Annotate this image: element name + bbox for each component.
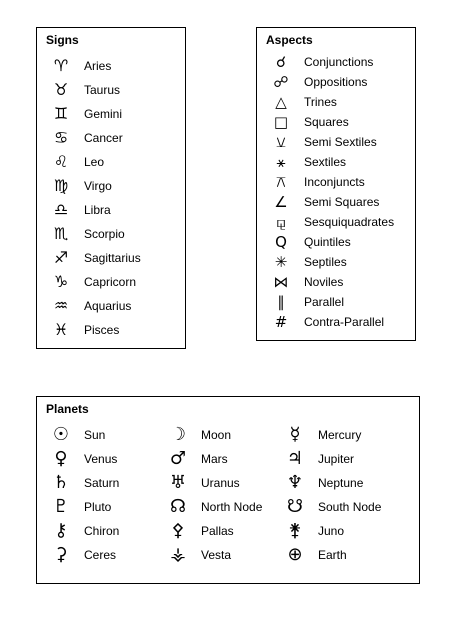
- aspect-label: Quintiles: [304, 235, 351, 249]
- moon-icon: ☽: [169, 424, 187, 445]
- planets-title: Planets: [46, 402, 89, 416]
- aspect-label: Semi Squares: [304, 195, 380, 209]
- aspect-item-parallel: [257, 292, 415, 312]
- aspect-label: Conjunctions: [304, 55, 374, 69]
- ceres-icon: ⚳: [54, 544, 68, 565]
- gemini-icon: ♊: [53, 104, 69, 123]
- planet-label: South Node: [318, 500, 382, 514]
- cancer-icon: ♋: [53, 128, 69, 147]
- planet-item-neptune: [283, 473, 403, 497]
- planet-label: Mercury: [318, 428, 362, 442]
- aspect-label: Contra-Parallel: [304, 315, 385, 329]
- aspect-item-squares: [257, 112, 415, 132]
- aspect-label: Inconjuncts: [304, 175, 365, 189]
- signs-panel: [36, 27, 186, 349]
- planet-label: Earth: [318, 548, 347, 562]
- planet-item-moon: [166, 425, 286, 449]
- planet-label: Vesta: [201, 548, 232, 562]
- planet-item-earth: [283, 545, 403, 569]
- planet-item-sun: [49, 425, 169, 449]
- planet-item-south-node: [283, 497, 403, 521]
- planet-label: Sun: [84, 428, 106, 442]
- planet-label: Pallas: [201, 524, 234, 538]
- jupiter-icon: ♃: [286, 448, 304, 469]
- taurus-icon: ♉: [53, 80, 69, 99]
- parallel-icon: ∥: [277, 293, 285, 311]
- planet-label: Juno: [318, 524, 345, 538]
- aspect-label: Oppositions: [304, 75, 368, 89]
- south-node-icon: ☋: [287, 496, 303, 517]
- planet-label: Ceres: [84, 548, 117, 562]
- aspect-label: Sextiles: [304, 155, 347, 169]
- aspect-item-semi-squares: [257, 192, 415, 212]
- planets-column: [49, 425, 169, 569]
- planet-item-pluto: [49, 497, 169, 521]
- aspect-item-septiles: [257, 252, 415, 272]
- planet-item-saturn: [49, 473, 169, 497]
- capricorn-icon: ♑: [53, 272, 69, 291]
- planet-label: Jupiter: [318, 452, 355, 466]
- planet-item-ceres: [49, 545, 169, 569]
- planet-label: Moon: [201, 428, 232, 442]
- aspect-item-contra-parallel: [257, 312, 415, 332]
- earth-icon: ⊕: [287, 544, 303, 565]
- sign-label: Cancer: [84, 131, 123, 145]
- planet-item-mars: [166, 449, 286, 473]
- planet-label: North Node: [201, 500, 263, 514]
- planet-item-vesta: [166, 545, 286, 569]
- semi-sextile-icon: ⚺: [276, 133, 286, 151]
- saturn-icon: ♄: [52, 472, 70, 493]
- sign-item-aquarius: [37, 296, 185, 320]
- sextile-icon: ⚹: [276, 153, 286, 171]
- planet-item-jupiter: [283, 449, 403, 473]
- sign-item-pisces: [37, 320, 185, 344]
- aspect-label: Parallel: [304, 295, 345, 309]
- aries-icon: ♈: [53, 56, 69, 75]
- sign-label: Aries: [84, 59, 112, 73]
- aspect-item-sextiles: [257, 152, 415, 172]
- aspect-label: Trines: [304, 95, 337, 109]
- pluto-icon: ♇: [52, 496, 70, 517]
- aspect-item-noviles: [257, 272, 415, 292]
- aspect-label: Squares: [304, 115, 349, 129]
- mars-icon: ♂: [169, 448, 187, 469]
- sign-label: Gemini: [84, 107, 123, 121]
- aspect-item-quintiles: [257, 232, 415, 252]
- pisces-icon: ♓: [53, 320, 69, 339]
- planet-label: Chiron: [84, 524, 120, 538]
- inconjunct-icon: ⚻: [276, 173, 286, 191]
- planet-item-pallas: [166, 521, 286, 545]
- opposition-icon: ☍: [273, 73, 289, 91]
- sign-item-taurus: [37, 80, 185, 104]
- sign-item-leo: [37, 152, 185, 176]
- sign-item-virgo: [37, 176, 185, 200]
- aspect-item-conjunctions: [257, 52, 415, 72]
- aspect-label: Sesquiquadrates: [304, 215, 395, 229]
- sign-label: Scorpio: [84, 227, 125, 241]
- planet-item-venus: [49, 449, 169, 473]
- planet-item-uranus: [166, 473, 286, 497]
- chiron-icon: ⚷: [54, 520, 68, 541]
- trine-icon: △: [275, 93, 287, 111]
- signs-list: [37, 56, 185, 344]
- sign-item-aries: [37, 56, 185, 80]
- conjunction-icon: ☌: [275, 53, 287, 71]
- novile-icon: ⋈: [273, 273, 289, 291]
- contra-parallel-icon: #: [274, 313, 288, 331]
- libra-icon: ♎: [53, 200, 69, 219]
- planet-label: Mars: [201, 452, 228, 466]
- aspects-title: Aspects: [266, 33, 313, 47]
- aspect-item-sesquiquadrates: [257, 212, 415, 232]
- aspect-item-semi-sextiles: [257, 132, 415, 152]
- virgo-icon: ♍: [53, 176, 69, 195]
- signs-title: Signs: [46, 33, 79, 47]
- sign-item-scorpio: [37, 224, 185, 248]
- uranus-icon: ♅: [169, 472, 187, 493]
- semi-square-icon: ∠: [274, 193, 288, 211]
- planet-label: Neptune: [318, 476, 364, 490]
- planet-label: Pluto: [84, 500, 112, 514]
- sign-item-cancer: [37, 128, 185, 152]
- aspect-label: Semi Sextiles: [304, 135, 377, 149]
- pallas-icon: ⚴: [171, 520, 185, 541]
- sign-label: Libra: [84, 203, 111, 217]
- planet-item-juno: [283, 521, 403, 545]
- aquarius-icon: ♒: [53, 296, 69, 315]
- planet-label: Uranus: [201, 476, 240, 490]
- vesta-icon: ⚶: [170, 544, 186, 565]
- juno-icon: ⚵: [288, 520, 302, 541]
- sign-label: Capricorn: [84, 275, 137, 289]
- scorpio-icon: ♏: [53, 224, 69, 243]
- sign-item-libra: [37, 200, 185, 224]
- planet-item-north-node: [166, 497, 286, 521]
- sign-label: Taurus: [84, 83, 121, 97]
- quintile-icon: Q: [275, 233, 287, 251]
- aspect-item-trines: [257, 92, 415, 112]
- sign-item-sagittarius: [37, 248, 185, 272]
- planet-label: Saturn: [84, 476, 120, 490]
- aspect-item-inconjuncts: [257, 172, 415, 192]
- sign-label: Leo: [84, 155, 105, 169]
- square-icon: □: [273, 113, 289, 131]
- planet-item-mercury: [283, 425, 403, 449]
- planet-label: Venus: [84, 452, 118, 466]
- sign-label: Pisces: [84, 323, 120, 337]
- planets-column: [283, 425, 403, 569]
- neptune-icon: ♆: [286, 472, 304, 493]
- septile-icon: ✳: [274, 253, 288, 271]
- sign-label: Virgo: [84, 179, 112, 193]
- aspects-list: [257, 52, 415, 332]
- planets-panel: [36, 396, 420, 584]
- aspect-label: Noviles: [304, 275, 344, 289]
- north-node-icon: ☊: [170, 496, 186, 517]
- mercury-icon: ☿: [289, 424, 301, 445]
- planets-column: [166, 425, 286, 569]
- sign-label: Aquarius: [84, 299, 132, 313]
- aspect-item-oppositions: [257, 72, 415, 92]
- aspects-panel: [256, 27, 416, 341]
- sign-label: Sagittarius: [84, 251, 141, 265]
- sagittarius-icon: ♐: [53, 248, 69, 267]
- sun-icon: ☉: [52, 424, 70, 445]
- sign-item-capricorn: [37, 272, 185, 296]
- aspect-label: Septiles: [304, 255, 347, 269]
- venus-icon: ♀: [54, 448, 68, 469]
- sesquiquadrate-icon: ⚼: [275, 213, 287, 231]
- planet-item-chiron: [49, 521, 169, 545]
- leo-icon: ♌: [53, 152, 69, 171]
- sign-item-gemini: [37, 104, 185, 128]
